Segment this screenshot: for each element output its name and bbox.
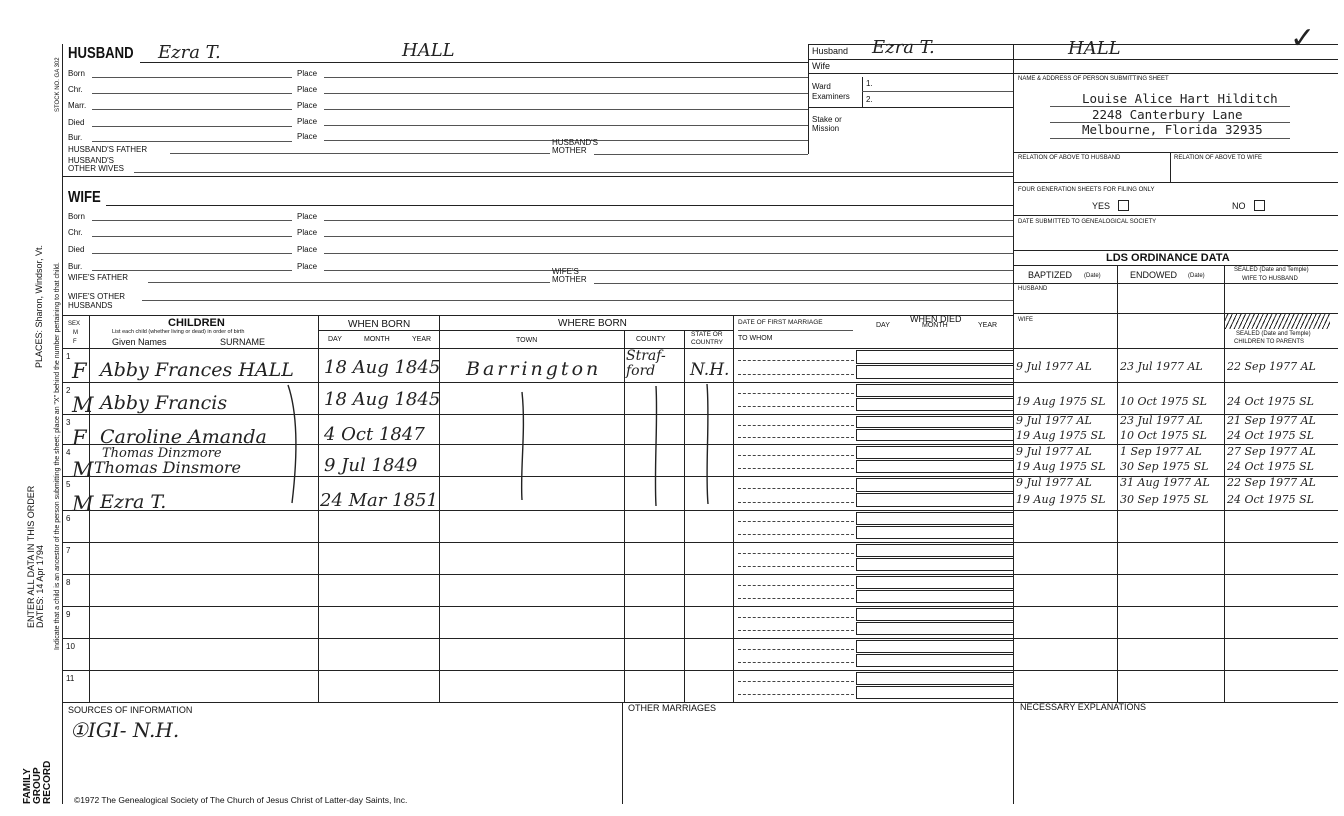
child-5-sealed-a: 22 Sep 1977 AL	[1227, 476, 1316, 489]
row-number: 8	[66, 578, 71, 587]
examiner-2: 2.	[866, 95, 873, 104]
husbands-mother-label: HUSBAND'S	[552, 138, 598, 147]
ordinance-husband-label: HUSBAND	[1018, 286, 1048, 292]
place-label: Place	[297, 132, 318, 141]
child-2-baptized: 19 Aug 1975 SL	[1016, 395, 1106, 408]
when-died-header: WHEN DIED	[910, 314, 962, 324]
right-husband-given: Ezra T.	[872, 37, 935, 58]
lds-heading: LDS ORDINANCE DATA	[1106, 252, 1230, 264]
no-label: NO	[1232, 201, 1246, 211]
right-husband-surname: HALL	[1068, 38, 1121, 59]
stake-label: Stake or	[812, 115, 842, 124]
husband-surname: HALL	[402, 40, 455, 61]
ordinance-wife-label: WIFE	[1018, 317, 1033, 323]
right-wife-label: Wife	[812, 61, 830, 71]
child-1-sealed: 22 Sep 1977 AL	[1227, 360, 1316, 373]
place-label: Place	[297, 212, 318, 221]
row-number: 4	[66, 448, 71, 457]
place-label: Place	[297, 85, 318, 94]
stake-label: Mission	[812, 124, 840, 133]
town-header: TOWN	[516, 337, 538, 344]
sealed-label: WIFE TO HUSBAND	[1242, 276, 1298, 282]
row-number: 2	[66, 386, 71, 395]
submitter-label: NAME & ADDRESS OF PERSON SUBMITTING SHEET	[1018, 76, 1169, 82]
examiners-label: Examiners	[812, 92, 850, 101]
sealed-children-label: CHILDREN TO PARENTS	[1234, 339, 1305, 345]
place-label: Place	[297, 228, 318, 237]
husbands-mother-label: MOTHER	[552, 146, 587, 155]
sex-f-header: F	[73, 339, 77, 345]
date-label: (Date)	[1188, 273, 1205, 279]
child-1-baptized: 9 Jul 1977 AL	[1016, 360, 1092, 373]
sealed-children-label: SEALED (Date and Temple)	[1236, 331, 1311, 337]
day-header: DAY	[328, 336, 342, 343]
child-4-born: 9 Jul 1849	[324, 455, 418, 476]
endowed-label: ENDOWED	[1130, 270, 1177, 280]
given-names-header: Given Names	[112, 337, 167, 347]
to-whom-header: TO WHOM	[738, 335, 773, 342]
child-5-endowed-b: 30 Sep 1975 SL	[1120, 493, 1209, 506]
four-gen-label: FOUR GENERATION SHEETS FOR FILING ONLY	[1018, 187, 1155, 193]
child-5-baptized-a: 9 Jul 1977 AL	[1016, 476, 1092, 489]
wifes-other-husbands-label: HUSBANDS	[68, 301, 113, 310]
place-label: Place	[297, 262, 318, 271]
child-5-sealed-b: 24 Oct 1975 SL	[1227, 493, 1314, 506]
family-group-record-label: FAMILY GROUP RECORD	[22, 760, 53, 804]
date-label: (Date)	[1084, 273, 1101, 279]
husband-bur-label: Bur.	[68, 133, 83, 142]
place-label: Place	[297, 101, 318, 110]
wife-label: WIFE	[68, 189, 101, 206]
examiner-1: 1.	[866, 79, 873, 88]
child-1-born: 18 Aug 1845	[324, 357, 441, 378]
wifes-other-husbands-label: WIFE'S OTHER	[68, 292, 126, 301]
place-label: Place	[297, 245, 318, 254]
yes-label: YES	[1092, 201, 1111, 211]
sealed-label: SEALED (Date and Temple)	[1234, 267, 1309, 273]
place-label: Place	[297, 69, 318, 78]
row-number: 1	[66, 352, 71, 361]
child-3-born: 4 Oct 1847	[324, 424, 425, 445]
died-year-header: YEAR	[978, 322, 998, 329]
child-3-name: Caroline Amanda	[100, 426, 267, 448]
husband-label: HUSBAND	[68, 45, 134, 62]
child-5-endowed-a: 31 Aug 1977 AL	[1120, 476, 1210, 489]
sex-m-header: M	[73, 330, 78, 336]
child-2-endowed: 10 Oct 1975 SL	[1120, 395, 1207, 408]
ward-label: Ward	[812, 82, 831, 91]
child-4-endowed-b: 30 Sep 1975 SL	[1120, 460, 1209, 473]
child-4-baptized-a: 9 Jul 1977 AL	[1016, 445, 1092, 458]
enter-all-label: ENTER ALL DATA IN THIS ORDER	[26, 485, 36, 628]
state-header: STATE OR	[691, 331, 723, 338]
when-born-header: WHEN BORN	[348, 319, 411, 330]
year-header: YEAR	[412, 336, 432, 343]
sex-header: SEX	[68, 321, 81, 327]
dates-label: DATES: 14 Apr 1794	[35, 545, 45, 628]
child-5-baptized-b: 19 Aug 1975 SL	[1016, 493, 1106, 506]
where-born-header: WHERE BORN	[558, 318, 627, 329]
child-5-sex: M	[72, 492, 94, 516]
row-number: 10	[66, 642, 75, 651]
places-label: PLACES: Sharon, Windsor, Vt.	[34, 244, 44, 368]
month-header: MONTH	[364, 336, 390, 343]
margin-note: Indicate that a child is an ancestor of the person submitting the sheet; place an "X" behind the number pertaining to that child.	[54, 262, 61, 650]
child-4-name-b: Thomas Dinsmore	[94, 458, 241, 477]
row-number: 5	[66, 480, 71, 489]
child-1-name: Abby Frances HALL	[100, 359, 294, 381]
husbands-other-wives-label: HUSBAND'S	[68, 156, 114, 165]
wife-bur-label: Bur.	[68, 262, 83, 271]
wife-died-label: Died	[68, 245, 85, 254]
other-marriages-label: OTHER MARRIAGES	[628, 703, 717, 713]
children-heading: CHILDREN	[168, 317, 225, 329]
child-3-endowed-b: 10 Oct 1975 SL	[1120, 429, 1207, 442]
submitter-city: Melbourne, Florida 32935	[1082, 122, 1263, 137]
relation-wife-label: RELATION OF ABOVE TO WIFE	[1174, 155, 1263, 161]
wifes-father-label: WIFE'S FATHER	[68, 273, 129, 282]
died-day-header: DAY	[876, 322, 890, 329]
child-4-endowed-a: 1 Sep 1977 AL	[1120, 445, 1202, 458]
surname-header: SURNAME	[220, 337, 266, 347]
row-number: 6	[66, 514, 71, 523]
husband-given-name: Ezra T.	[158, 42, 221, 63]
child-3-baptized-a: 9 Jul 1977 AL	[1016, 414, 1092, 427]
right-husband-label: Husband	[812, 46, 849, 56]
checkmark: ✓	[1290, 21, 1316, 56]
child-1-county: Straf- ford	[626, 348, 666, 379]
submitter-street: 2248 Canterbury Lane	[1092, 107, 1243, 122]
wifes-mother-label: WIFE'S	[552, 267, 579, 276]
relation-husband-label: RELATION OF ABOVE TO HUSBAND	[1018, 155, 1121, 161]
child-1-sex: F	[72, 359, 87, 383]
wife-chr-label: Chr.	[68, 228, 83, 237]
child-4-baptized-b: 19 Aug 1975 SL	[1016, 460, 1106, 473]
child-4-sex: M	[72, 458, 94, 482]
necessary-explanations-label: NECESSARY EXPLANATIONS	[1020, 702, 1147, 712]
husbands-other-wives-label: OTHER WIVES	[68, 164, 125, 173]
copyright: ©1972 The Genealogical Society of The Church of Jesus Christ of Latter-day Saints, Inc.	[74, 795, 408, 805]
child-5-name: Ezra T.	[100, 491, 167, 513]
child-1-town: Barrington	[466, 358, 602, 380]
child-5-born: 24 Mar 1851	[320, 490, 438, 511]
died-month-header: MONTH	[922, 322, 948, 329]
child-2-born: 18 Aug 1845	[324, 389, 441, 410]
baptized-label: BAPTIZED	[1028, 270, 1073, 280]
place-label: Place	[297, 117, 318, 126]
children-note: List each child (whether living or dead) in order of birth	[112, 329, 245, 335]
child-2-sex: M	[72, 393, 94, 417]
child-2-sealed: 24 Oct 1975 SL	[1227, 395, 1314, 408]
child-3-sealed-b: 24 Oct 1975 SL	[1227, 429, 1314, 442]
row-number: 7	[66, 546, 71, 555]
state-header: COUNTRY	[691, 339, 724, 346]
child-4-sealed-a: 27 Sep 1977 AL	[1227, 445, 1316, 458]
stock-number: STOCK NO. GA 302	[55, 57, 61, 112]
wifes-mother-label: MOTHER	[552, 275, 587, 284]
husbands-father-label: HUSBAND'S FATHER	[68, 145, 148, 154]
first-marriage-header: DATE OF FIRST MARRIAGE	[738, 319, 823, 326]
row-number: 9	[66, 610, 71, 619]
child-3-endowed-a: 23 Jul 1977 AL	[1120, 414, 1203, 427]
child-3-baptized-b: 19 Aug 1975 SL	[1016, 429, 1106, 442]
date-submitted-label: DATE SUBMITTED TO GENEALOGICAL SOCIETY	[1018, 219, 1157, 225]
county-header: COUNTY	[636, 336, 666, 343]
source-entry: ①IGI- N.H.	[70, 718, 180, 742]
husband-born-label: Born	[68, 69, 85, 78]
husband-marr-label: Marr.	[68, 101, 87, 110]
sources-label: SOURCES OF INFORMATION	[68, 705, 193, 715]
husband-chr-label: Chr.	[68, 85, 83, 94]
row-number: 3	[66, 418, 71, 427]
wife-born-label: Born	[68, 212, 85, 221]
submitter-name: Louise Alice Hart Hilditch	[1082, 91, 1278, 106]
child-2-name: Abby Francis	[100, 392, 228, 414]
child-3-sex: F	[72, 426, 87, 450]
child-1-state: N.H.	[690, 360, 730, 380]
row-number: 11	[66, 674, 75, 683]
child-4-name-a: Thomas Dinzmore	[102, 446, 222, 461]
child-1-endowed: 23 Jul 1977 AL	[1120, 360, 1203, 373]
child-3-sealed-a: 21 Sep 1977 AL	[1227, 414, 1316, 427]
child-4-sealed-b: 24 Oct 1975 SL	[1227, 460, 1314, 473]
husband-died-label: Died	[68, 118, 85, 127]
